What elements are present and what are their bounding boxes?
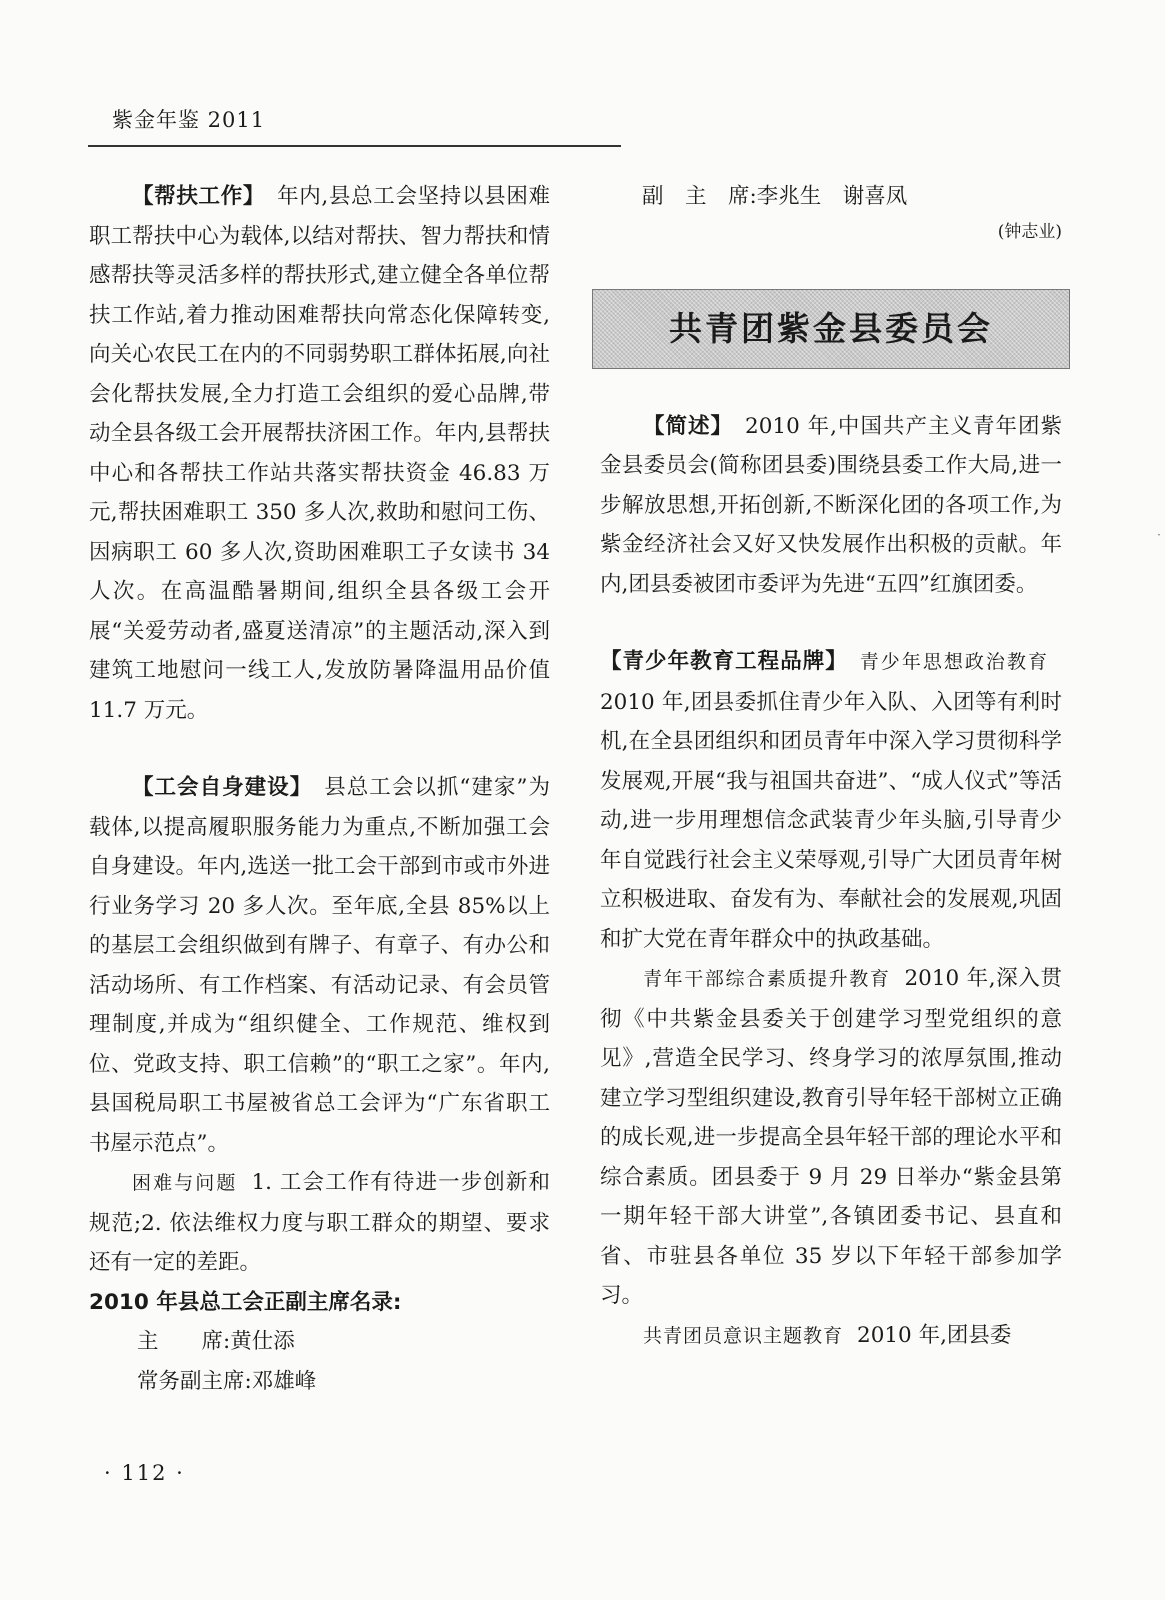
member-education-subhead: 共青团员意识主题教育 (643, 1324, 844, 1347)
problems-paragraph (89, 1163, 550, 1283)
youth-education-text: 2010 年,团县委抓住青少年入队、入团等有利时机,在全县团组织和团员青年中深入学习贯彻科学发展观,开展“我与祖国共奋进”、“成人仪式”等活动,进一步用理想信念武装青少年头脑,引导青少年自觉践行社会主义荣辱观,引导广大团员青年树立积极进取、奋发有为、奉献社会的发展观,巩固和扩大党在青年群众中的执政基础。 (600, 689, 1062, 952)
member-education-text: 2010 年,团县委 (857, 1322, 1012, 1348)
author-credit: (钟志业) (997, 221, 1062, 242)
union-building-paragraph (89, 768, 550, 1163)
vice-chair-role: 副 主 席: (642, 184, 757, 209)
cadre-education-subhead: 青年干部综合素质提升教育 (643, 968, 891, 990)
exec-vice-chair-name: 邓雄峰 (251, 1368, 317, 1394)
left-column (89, 177, 550, 1401)
page-number: · 112 · (104, 1461, 185, 1485)
union-building-text: 县总工会以抓“建家”为载体,以提高履职服务能力为重点,不断加强工会自身建设。年内,选送一批工会干部到市或市外进行业务学习 20 多人次。至年底,全县 85%以上的基层工会组织做到有牌子、有章子、有办公和活动场所、有工作档案、有活动记录、有会员管理制度,并成为“组织健全、工作规范、维权到位、党政支持、职工信赖”的“职工之家”。年内,县国税局职工书屋被省总工会评为“广东省职工书屋示范点”。 (89, 775, 550, 1156)
youth-education-paragraph (600, 642, 1062, 959)
chair-name: 黄仕添 (230, 1329, 295, 1354)
youth-education-tag: 【青少年教育工程品牌】 (600, 649, 848, 674)
vice-chair-row (600, 177, 1062, 217)
overview-tag: 【简述】 (643, 413, 734, 439)
right-column (600, 177, 1062, 1356)
youth-education-subhead: 青少年思想政治教育 (859, 651, 1048, 673)
exec-vice-chair-role: 常务副主席: (137, 1368, 252, 1394)
section-banner (592, 289, 1070, 369)
problems-heading: 困难与问题 (132, 1172, 238, 1194)
overview-paragraph (600, 407, 1062, 605)
header-rule (88, 145, 621, 147)
cadre-education-paragraph (600, 959, 1062, 1316)
section-banner-title: 共青团紫金县委员会 (669, 308, 993, 348)
chair-row (89, 1322, 550, 1362)
union-building-tag: 【工会自身建设】 (132, 775, 313, 800)
chair-role: 主 席: (137, 1329, 231, 1354)
help-work-paragraph (89, 177, 550, 730)
help-work-tag: 【帮扶工作】 (132, 184, 266, 209)
exec-vice-chair-row (89, 1362, 550, 1402)
cadre-education-text: 2010 年,深入贯彻《中共紫金县委关于创建学习型党组织的意见》,营造全民学习、终身学习的浓厚氛围,推动建立学习型组织建设,教育引导年轻干部树立正确的成长观,进一步提高全县年轻干部的理论水平和综合素质。团县委于 9 月 29 日举办“紫金县第一期年轻干部大讲堂”,各镇团委书记、县直和省、市驻县各单位 35 岁以下年轻干部参加学习。 (600, 966, 1062, 1308)
vice-chair-names: 李兆生 谢喜凤 (756, 184, 908, 209)
help-work-text: 年内,县总工会坚持以县困难职工帮扶中心为载体,以结对帮扶、智力帮扶和情感帮扶等灵活多样的帮扶形式,建立健全各单位帮扶工作站,着力推动困难帮扶向常态化保障转变,向关心农民工在内的不同弱势职工群体拓展,向社会化帮扶发展,全力打造工会组织的爱心品牌,带动全县各级工会开展帮扶济困工作。年内,县帮扶中心和各帮扶工作站共落实帮扶资金 46.83 万元,帮扶困难职工 350 多人次,救助和慰问工伤、因病职工 60 多人次,资助困难职工子女读书 34 人次。在高温酷暑期间,组织全县各级工会开展“关爱劳动者,盛夏送清凉”的主题活动,深入到建筑工地慰问一线工人,发放防暑降温用品价值 11.7 万元。 (89, 184, 550, 723)
running-header: 紫金年鉴 2011 (112, 108, 266, 132)
problems-text: 1. 工会工作有待进一步创新和规范;2. 依法维权力度与职工群众的期望、要求还有一定的差距。 (89, 1170, 550, 1275)
member-education-paragraph (600, 1316, 1062, 1357)
roster-title: 2010 年县总工会正副主席名录: (89, 1289, 402, 1315)
overview-text: 2010 年,中国共产主义青年团紫金县委员会(简称团县委)围绕县委工作大局,进一步解放思想,开拓创新,不断深化团的各项工作,为紫金经济社会又好又快发展作出积极的贡献。年内,团县委被团市委评为先进“五四”红旗团委。 (600, 413, 1062, 597)
edge-mark: · (1157, 528, 1161, 542)
